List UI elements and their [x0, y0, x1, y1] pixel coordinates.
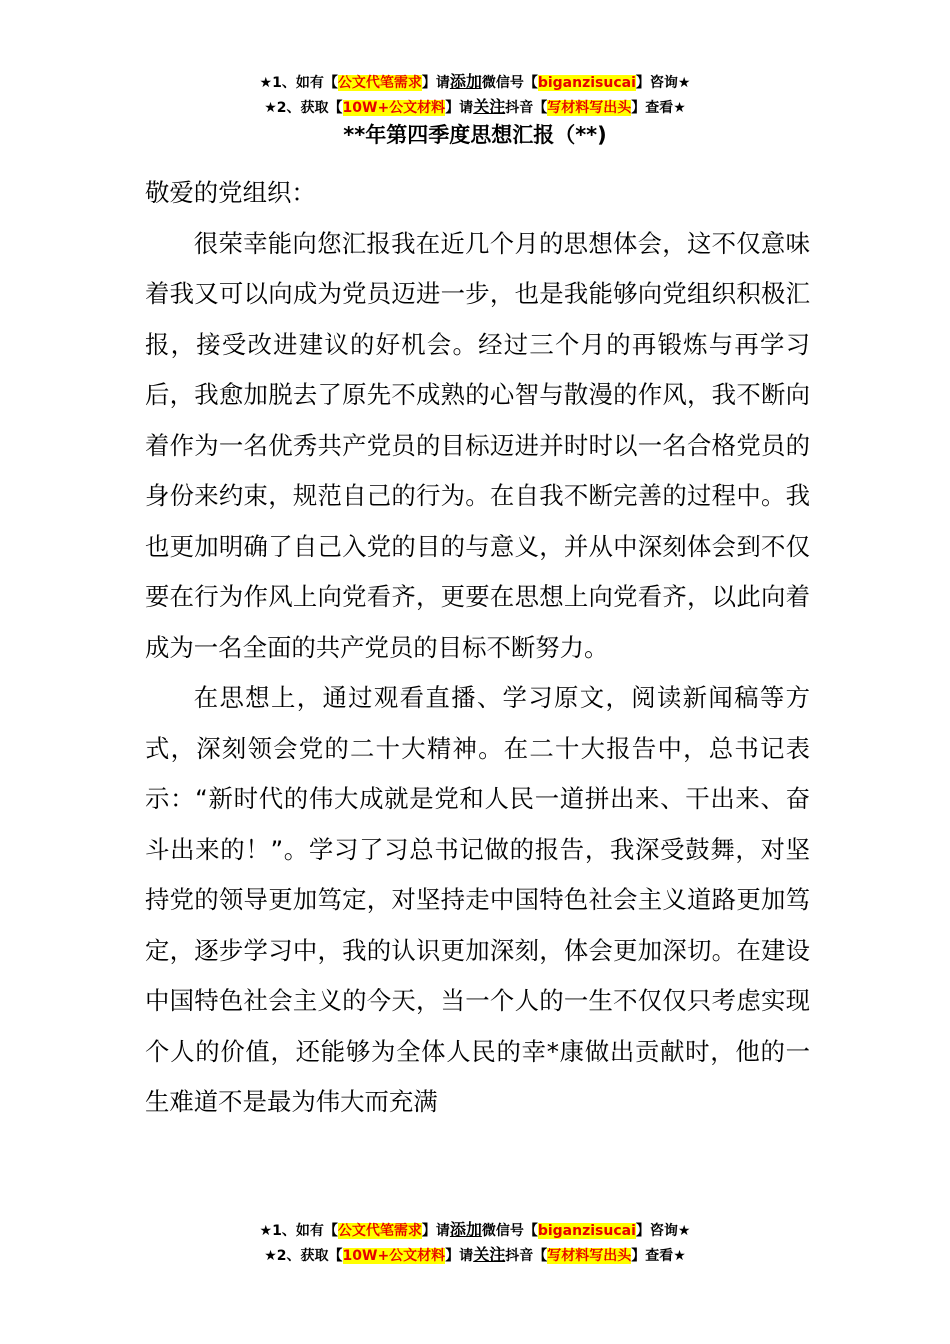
emphasis-text: 添加	[449, 72, 482, 91]
highlight-service: 公文代笔需求	[337, 75, 422, 91]
highlight-douyin-account: 写材料写出头	[547, 1248, 632, 1264]
highlight-materials: 10W+公文材料	[342, 100, 446, 116]
document-title: **年第四季度思想汇报（**)	[343, 123, 607, 147]
banner-text: 抖音【	[505, 1248, 548, 1264]
highlight-wechat-id: biganzisucai	[537, 75, 636, 91]
banner-text: 】查看★	[631, 1248, 686, 1264]
emphasis-text: 关注	[473, 1245, 506, 1264]
highlight-service: 公文代笔需求	[337, 1223, 422, 1239]
banner-text: 】请	[421, 75, 450, 91]
emphasis-text: 添加	[449, 1220, 482, 1239]
footer-banner	[0, 1218, 950, 1268]
footer-banner-line-1	[0, 1218, 950, 1243]
emphasis-text: 关注	[473, 97, 506, 116]
banner-text: 】咨询★	[635, 75, 691, 91]
banner-text: 抖音【	[505, 100, 548, 116]
banner-text: 】请	[421, 1223, 450, 1239]
banner-text: ★2、获取【	[264, 1248, 343, 1264]
banner-text: 】请	[445, 1248, 474, 1264]
highlight-materials: 10W+公文材料	[342, 1248, 446, 1264]
header-banner-line-1	[0, 70, 950, 95]
banner-text: 】请	[445, 100, 474, 116]
highlight-douyin-account: 写材料写出头	[547, 100, 632, 116]
paragraph-2: 在思想上，通过观看直播、学习原文，阅读新闻稿等方式，深刻领会党的二十大精神。在二十大报告中，总书记表示：“新时代的伟大成就是党和人民一道拼出来、干出来、奋斗出来的！”。学习了习总书记做的报告，我深受鼓舞，对坚持党的领导更加笃定，对坚持走中国特色社会主义道路更加笃定，逐步学习中，我的认识更加深刻，体会更加深切。在建设中国特色社会主义的今天，当一个人的一生不仅仅只考虑实现个人的价值，还能够为全体人民的幸*康做出贡献时，他的一生难道不是最为伟大而充满	[145, 683, 810, 1116]
banner-text: ★1、如有【	[259, 75, 338, 91]
header-banner-line-2	[0, 95, 950, 120]
highlight-wechat-id: biganzisucai	[537, 1223, 636, 1239]
banner-text: ★1、如有【	[259, 1223, 338, 1239]
banner-text: 微信号【	[481, 1223, 538, 1239]
banner-text: 】咨询★	[635, 1223, 691, 1239]
footer-banner-line-2	[0, 1243, 950, 1268]
banner-text: ★2、获取【	[264, 100, 343, 116]
banner-text: 微信号【	[481, 75, 538, 91]
header-banner	[0, 70, 950, 120]
paragraph-1: 很荣幸能向您汇报我在近几个月的思想体会，这不仅意味着我又可以向成为党员迈进一步，也是我能够向党组织积极汇报，接受改进建议的好机会。经过三个月的再锻炼与再学习后，我愈加脱去了原先不成熟的心智与散漫的作风，我不断向着作为一名优秀共产党员的目标迈进并时时以一名合格党员的身份来约束，规范自己的行为。在自我不断完善的过程中。我也更加明确了自己入党的目的与意义，并从中深刻体会到不仅要在行为作风上向党看齐，更要在思想上向党看齐，以此向着成为一名全面的共产党员的目标不断努力。	[145, 228, 810, 662]
banner-text: 】查看★	[631, 100, 686, 116]
salutation: 敬爱的党组织：	[145, 178, 316, 207]
document-body	[145, 168, 810, 1128]
